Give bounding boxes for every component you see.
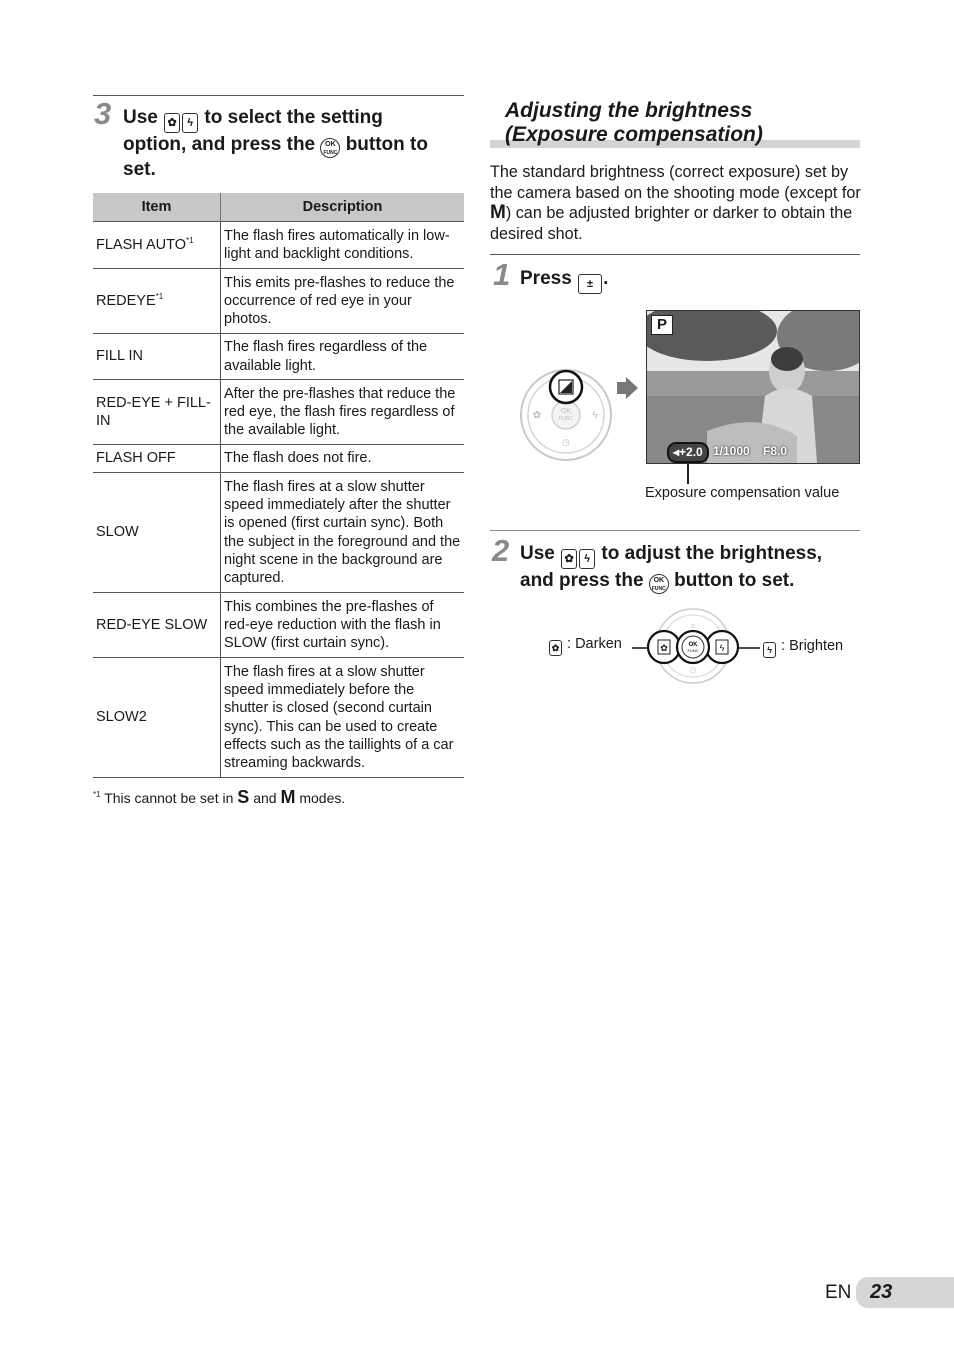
svg-text:◷: ◷	[562, 437, 570, 447]
table-row	[93, 658, 464, 778]
row-item: RED-EYE SLOW	[93, 593, 221, 658]
camera-lcd-screen	[646, 310, 860, 464]
step-3-instruction	[123, 106, 468, 182]
flash-mode-table	[93, 193, 464, 778]
screen-caption: Exposure compensation value	[645, 485, 840, 501]
ok-func-icon: OK FUNC	[649, 574, 669, 594]
footnote: $^{*1}$ This cannot be set in S and M modes.	[93, 787, 346, 807]
row-description: The flash fires at a slow shutter speed immediately after the shutter is opened (first curtain sync). Both the subject in the foreground and the night scene in the background are captured.	[221, 473, 465, 593]
row-item: FLASH AUTO$^{*1}$	[93, 222, 221, 269]
arrow-right-icon	[614, 375, 640, 401]
callout-line	[687, 464, 689, 484]
step1-rule	[490, 254, 860, 255]
table-row	[93, 473, 464, 593]
table-row	[93, 222, 464, 269]
row-description: The flash fires regardless of the available light.	[221, 334, 465, 380]
row-description: The flash fires automatically in low-light and backlight conditions.	[221, 222, 465, 269]
flash-icon: ϟ	[763, 642, 776, 658]
svg-text:✿: ✿	[532, 410, 542, 421]
mode-m-glyph: M	[280, 787, 296, 807]
svg-text:OK: OK	[688, 642, 698, 648]
brighten-label: ϟ : Brighten	[762, 638, 843, 658]
exposure-icon: ±	[578, 274, 602, 294]
row-description: This emits pre-flashes to reduce the occurrence of red eye in your photos.	[221, 269, 465, 334]
darken-label: ✿ : Darken	[548, 636, 622, 656]
step-3-number: 3	[94, 96, 112, 131]
row-description: After the pre-flashes that reduce the red eye, the flash fires regardless of the available light.	[221, 380, 465, 445]
table-row	[93, 380, 464, 445]
row-description: The flash does not fire.	[221, 445, 465, 473]
row-item: FLASH OFF	[93, 445, 221, 473]
svg-text:OK: OK	[560, 408, 572, 415]
page-number: 23	[870, 1281, 893, 1303]
exposure-value-readout: ◂+2.0	[667, 442, 709, 463]
column-header-description: Description	[221, 193, 465, 222]
arrow-pad-diagram	[515, 365, 615, 465]
step-1-number: 1	[493, 257, 511, 292]
svg-text:±: ±	[690, 621, 696, 630]
step3-line2-post: button to	[345, 134, 428, 155]
table-row	[93, 269, 464, 334]
flash-icon: ϟ	[182, 113, 198, 133]
step3-line1-post: to select the setting	[204, 107, 383, 128]
row-description: This combines the pre-flashes of red-eye reduction with the flash in SLOW (first curtain sync).	[221, 593, 465, 658]
arrow-pad-left-right-diagram	[630, 606, 762, 688]
language-label: EN	[825, 1282, 852, 1303]
ok-func-icon: OK FUNC	[320, 138, 340, 158]
svg-text:✿: ✿	[660, 643, 668, 653]
row-item: RED-EYE + FILL-IN	[93, 380, 221, 445]
svg-text:FUNC: FUNC	[687, 648, 699, 653]
macro-icon: ✿	[164, 113, 180, 133]
macro-icon: ✿	[549, 640, 562, 656]
table-header-row	[93, 193, 464, 222]
row-item: REDEYE$^{*1}$	[93, 269, 221, 334]
table-row	[93, 593, 464, 658]
svg-text:◷: ◷	[689, 665, 697, 674]
shooting-mode-badge: P	[651, 315, 673, 335]
photo-of-woman-in-field	[647, 311, 859, 463]
step-2-instruction: Use ✿ ϟ to adjust the brightness, and press the OK FUNC button to set.	[520, 543, 823, 592]
intro-paragraph: The standard brightness (correct exposure) set by the camera based on the shooting mode (except for M) can be adjusted brighter or darker to obtain the desired shot.	[490, 163, 861, 243]
step2-rule	[490, 530, 860, 531]
mode-m-glyph: M	[490, 202, 506, 224]
step3-line1-pre: Use	[123, 107, 158, 128]
mode-s-glyph: S	[237, 787, 250, 807]
row-item: SLOW2	[93, 658, 221, 778]
step-2-number: 2	[492, 533, 510, 568]
column-header-item: Item	[93, 193, 221, 222]
svg-text:ϟ: ϟ	[592, 410, 598, 421]
step3-line2-pre: option, and press the	[123, 134, 316, 155]
row-item: SLOW	[93, 473, 221, 593]
step3-line3: set.	[123, 159, 156, 180]
table-row	[93, 445, 464, 473]
section-title: Adjusting the brightness (Exposure compensation)	[505, 99, 763, 146]
step-1-instruction: Press ± .	[520, 267, 608, 294]
flash-icon: ϟ	[579, 549, 595, 569]
aperture-readout: F8.0	[763, 444, 788, 458]
macro-icon: ✿	[561, 549, 577, 569]
svg-text:ϟ: ϟ	[719, 643, 725, 653]
row-item: FILL IN	[93, 334, 221, 380]
row-description: The flash fires at a slow shutter speed immediately before the shutter is closed (second curtain sync). This can be used to create effects such as the taillights of a car streaming backwards.	[221, 658, 465, 778]
table-row	[93, 334, 464, 380]
top-rule-left	[93, 95, 464, 96]
svg-text:FUNC: FUNC	[559, 416, 573, 422]
shutter-speed-readout: 1/1000	[713, 444, 750, 458]
